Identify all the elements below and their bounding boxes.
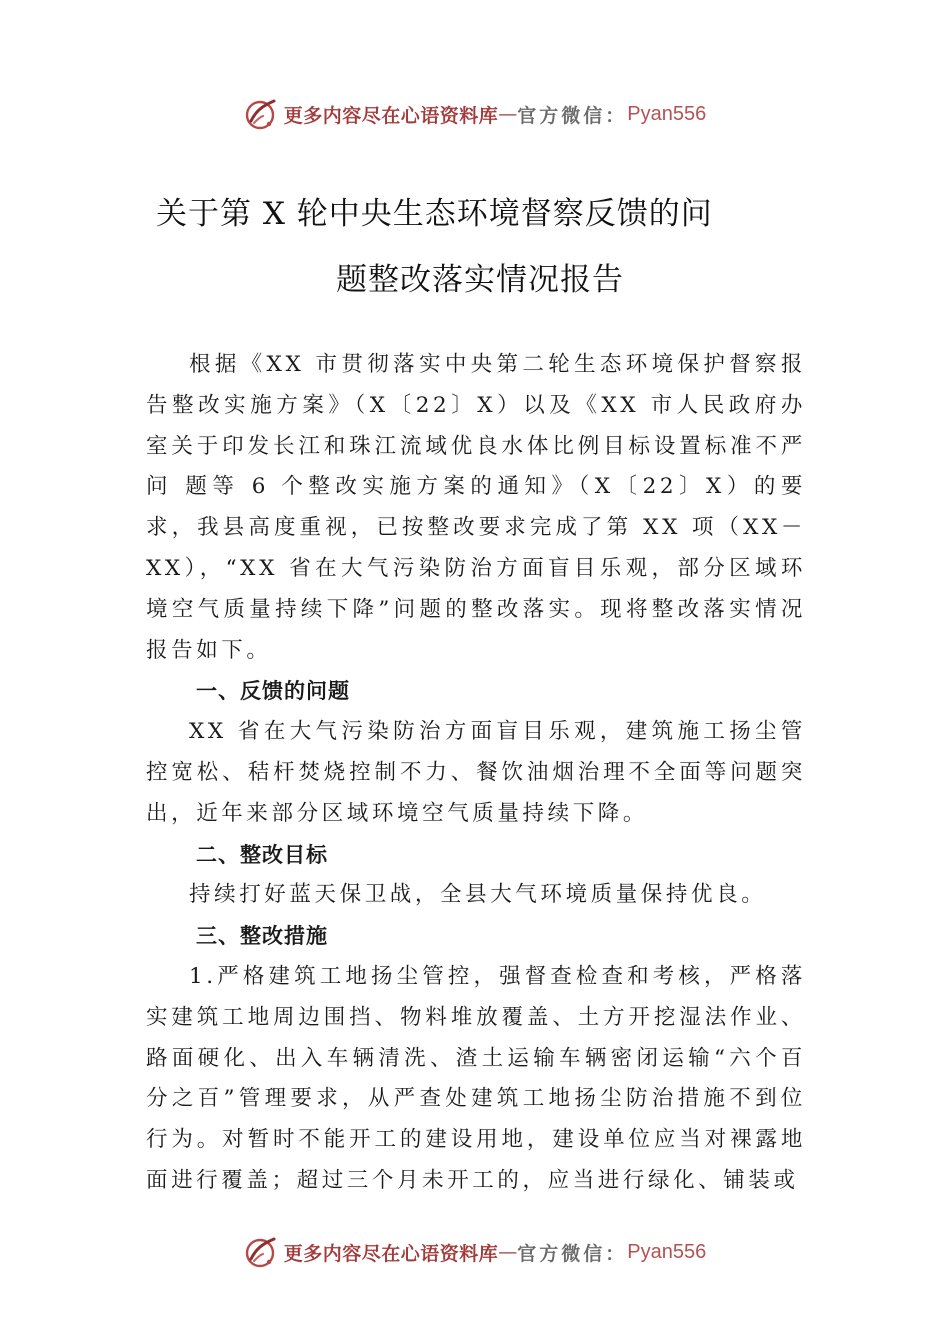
section-3-heading: 三、整改措施 [196,924,328,949]
banner-wechat-id: Pyan556 [627,102,707,125]
brush-logo-icon [244,1235,278,1269]
intro-paragraph: 根据《XX 市贯彻落实中央第二轮生态环境保护督察报告整改实施方案》（X〔22〕X）以及《XX 市人民政府办室关于印发长江和珠江流域优良水体比例目标设置标准不严问 题等 6 个整改实施方案的通知》（X〔22〕X）的要求，我县高度重视，已按整改要求完成了第 XX 项（XX－XX），“XX 省在大气污染防治方面盲目乐观，部分区域环境空气质量持续下降”问题的整改落实。现将整改落实情况报告如下。 [146,352,806,663]
banner-dash: — [498,1241,518,1263]
footer-banner [0,1234,950,1270]
section-3-paragraph: 1.严格建筑工地扬尘管控，强督查检查和考核，严格落实建筑工地周边围挡、物料堆放覆盖、土方开挖湿法作业、 路面硬化、出入车辆清洗、渣土运输车辆密闭运输“六个百分之百”管理要求，从严查处建筑工地扬尘防治措施不到位行为。对暂时不能开工的建设用地，建设单位应当对裸露地面进行覆盖；超过三个月未开工的，应当进行绿化、铺装或 [146,963,806,1193]
section-2-heading: 二、整改目标 [196,842,328,867]
section-1-paragraph: XX 省在大气污染防治方面盲目乐观，建筑施工扬尘管控宽松、秸杆焚烧控制不力、餐饮油烟治理不全面等问题突出，近年来部分区域环境空气质量持续下降。 [146,719,806,826]
document-title-line-1: 关于第 X 轮中央生态环境督察反馈的问 [156,196,713,232]
document-body [146,345,806,1202]
document-title-line-2: 题整改落实情况报告 [336,262,624,298]
section-2-paragraph: 持续打好蓝天保卫战，全县大气环境质量保持优良。 [189,882,767,908]
brush-logo-icon [244,97,278,131]
header-banner [0,96,950,132]
banner-site-text: 更多内容尽在心语资料库 [283,104,499,127]
banner-site-text: 更多内容尽在心语资料库 [283,1242,499,1265]
banner-wechat-label: 官方微信： [517,104,628,127]
banner-dash: — [498,103,518,125]
banner-wechat-id: Pyan556 [627,1240,707,1263]
banner-wechat-label: 官方微信： [517,1242,628,1265]
section-1-heading: 一、反馈的问题 [196,679,350,704]
